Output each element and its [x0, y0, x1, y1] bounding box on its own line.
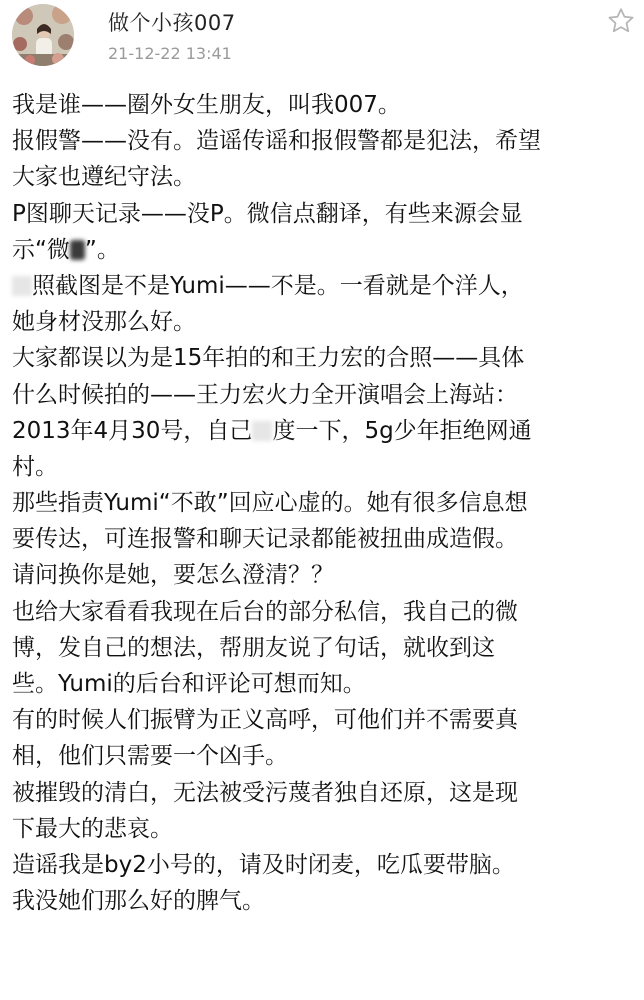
post-line: 那些指责Yumi“不敢”回应心虚的。她有很多信息想 — [12, 490, 528, 517]
post-line: 被摧毁的清白，无法被受污蔑者独自还原，这是现 — [12, 779, 518, 806]
star-icon[interactable] — [606, 6, 636, 36]
post-line: 我是谁——圈外女生朋友，叫我007。 — [12, 92, 401, 118]
redaction-mark — [70, 240, 85, 260]
post-line: 有的时候人们振臂为正义高呼，可他们并不需要真 — [12, 707, 518, 734]
post-line: 报假警——没有。造谣传谣和报假警都是犯法，希望 — [12, 128, 541, 155]
post-line: 些。Yumi的后台和评论可想而知。 — [12, 671, 366, 697]
avatar-photo — [12, 4, 74, 66]
post-line: 博，发自己的想法，帮朋友说了句话，就收到这 — [12, 634, 495, 661]
redaction-mark — [12, 276, 32, 296]
post-line: 也给大家看看我现在后台的部分私信，我自己的微 — [12, 598, 518, 625]
post-header — [0, 0, 644, 90]
post-line: 她身材没那么好。 — [12, 309, 196, 336]
post-timestamp: 21-12-22 13:41 — [108, 44, 232, 63]
post-line: 什么时候拍的——王力宏火力全开演唱会上海站： — [12, 381, 518, 408]
post-line: 相，他们只需要一个凶手。 — [12, 743, 288, 770]
post-line: 造谣我是by2小号的，请及时闭麦，吃瓜要带脑。 — [12, 851, 515, 878]
post-line: 照截图是不是Yumi——不是。一看就是个洋人， — [12, 268, 634, 304]
post-line: P图聊天记录——没P。微信点翻译，有些来源会显 — [12, 200, 523, 227]
post-line: 示“微 ”。 — [12, 236, 120, 263]
author-name[interactable]: 做个小孩007 — [108, 11, 236, 35]
avatar[interactable] — [12, 4, 74, 66]
post-line: 下最大的悲哀。 — [12, 815, 173, 842]
post-line: 村。 — [12, 453, 58, 480]
post-line: 大家都误以为是15年拍的和王力宏的合照——具体 — [12, 345, 525, 372]
redaction-mark — [252, 421, 272, 441]
post-line: 我没她们那么好的脾气。 — [12, 888, 265, 915]
post-body — [12, 87, 634, 919]
post-line: 要传达，可连报警和聊天记录都能被扭曲成造假。 — [12, 526, 518, 553]
post-line: 请问换你是她，要怎么澄清？？ — [12, 562, 334, 589]
post-line: 大家也遵纪守法。 — [12, 164, 196, 191]
post-line: 2013年4月30号，自己 度一下，5g少年拒绝网通 — [12, 417, 532, 444]
